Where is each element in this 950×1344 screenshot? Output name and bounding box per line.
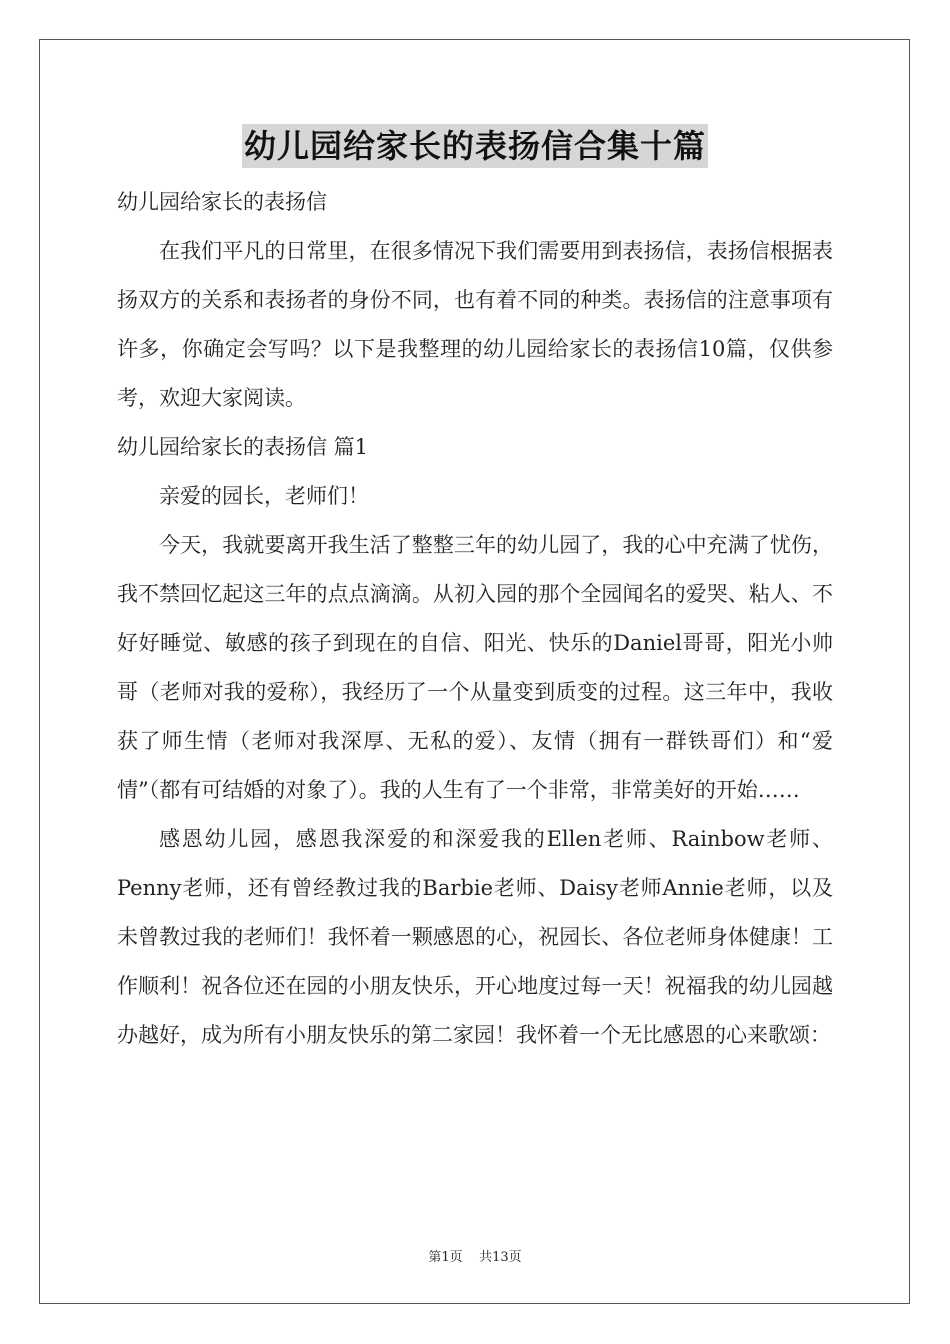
paragraph: 今天，我就要离开我生活了整整三年的幼儿园了，我的心中充满了忧伤，我不禁回忆起这三年的点点滴滴。从初入园的那个全园闻名的爱哭、粘人、不好好睡觉、敏感的孩子到现在的自信、阳光、快乐的Daniel哥哥，阳光小帅哥（老师对我的爱称），我经历了一个从量变到质变的过程。这三年中，我收获了师生情（老师对我深厚、无私的爱）、友情（拥有一群铁哥们）和“爱情”（都有可结婚的对象了）。我的人生有了一个非常，非常美好的开始……: [117, 533, 833, 802]
document-title: 幼儿园给家长的表扬信合集十篇: [242, 124, 708, 168]
page-footer: [0, 1246, 950, 1265]
paragraph: 在我们平凡的日常里，在很多情况下我们需要用到表扬信，表扬信根据表扬双方的关系和表扬者的身份不同，也有着不同的种类。表扬信的注意事项有许多，你确定会写吗？以下是我整理的幼儿园给家长的表扬信10篇，仅供参考，欢迎大家阅读。: [117, 239, 833, 410]
salutation: 亲爱的园长，老师们！: [159, 484, 369, 508]
title-container: [0, 124, 950, 168]
section-heading: 幼儿园给家长的表扬信 篇1: [117, 435, 369, 459]
total-pages: 共13页: [479, 1250, 522, 1265]
page-number: 第1页: [428, 1250, 463, 1265]
paragraph: 幼儿园给家长的表扬信: [117, 190, 327, 214]
document-body: [117, 178, 833, 1060]
paragraph: 感恩幼儿园，感恩我深爱的和深爱我的Ellen老师、Rainbow老师、Penny老师，还有曾经教过我的Barbie老师、Daisy老师Annie老师，以及未曾教过我的老师们！我怀着一颗感恩的心，祝园长、各位老师身体健康！工作顺利！祝各位还在园的小朋友快乐，开心地度过每一天！祝福我的幼儿园越办越好，成为所有小朋友快乐的第二家园！我怀着一个无比感恩的心来歌颂：: [117, 827, 833, 1047]
